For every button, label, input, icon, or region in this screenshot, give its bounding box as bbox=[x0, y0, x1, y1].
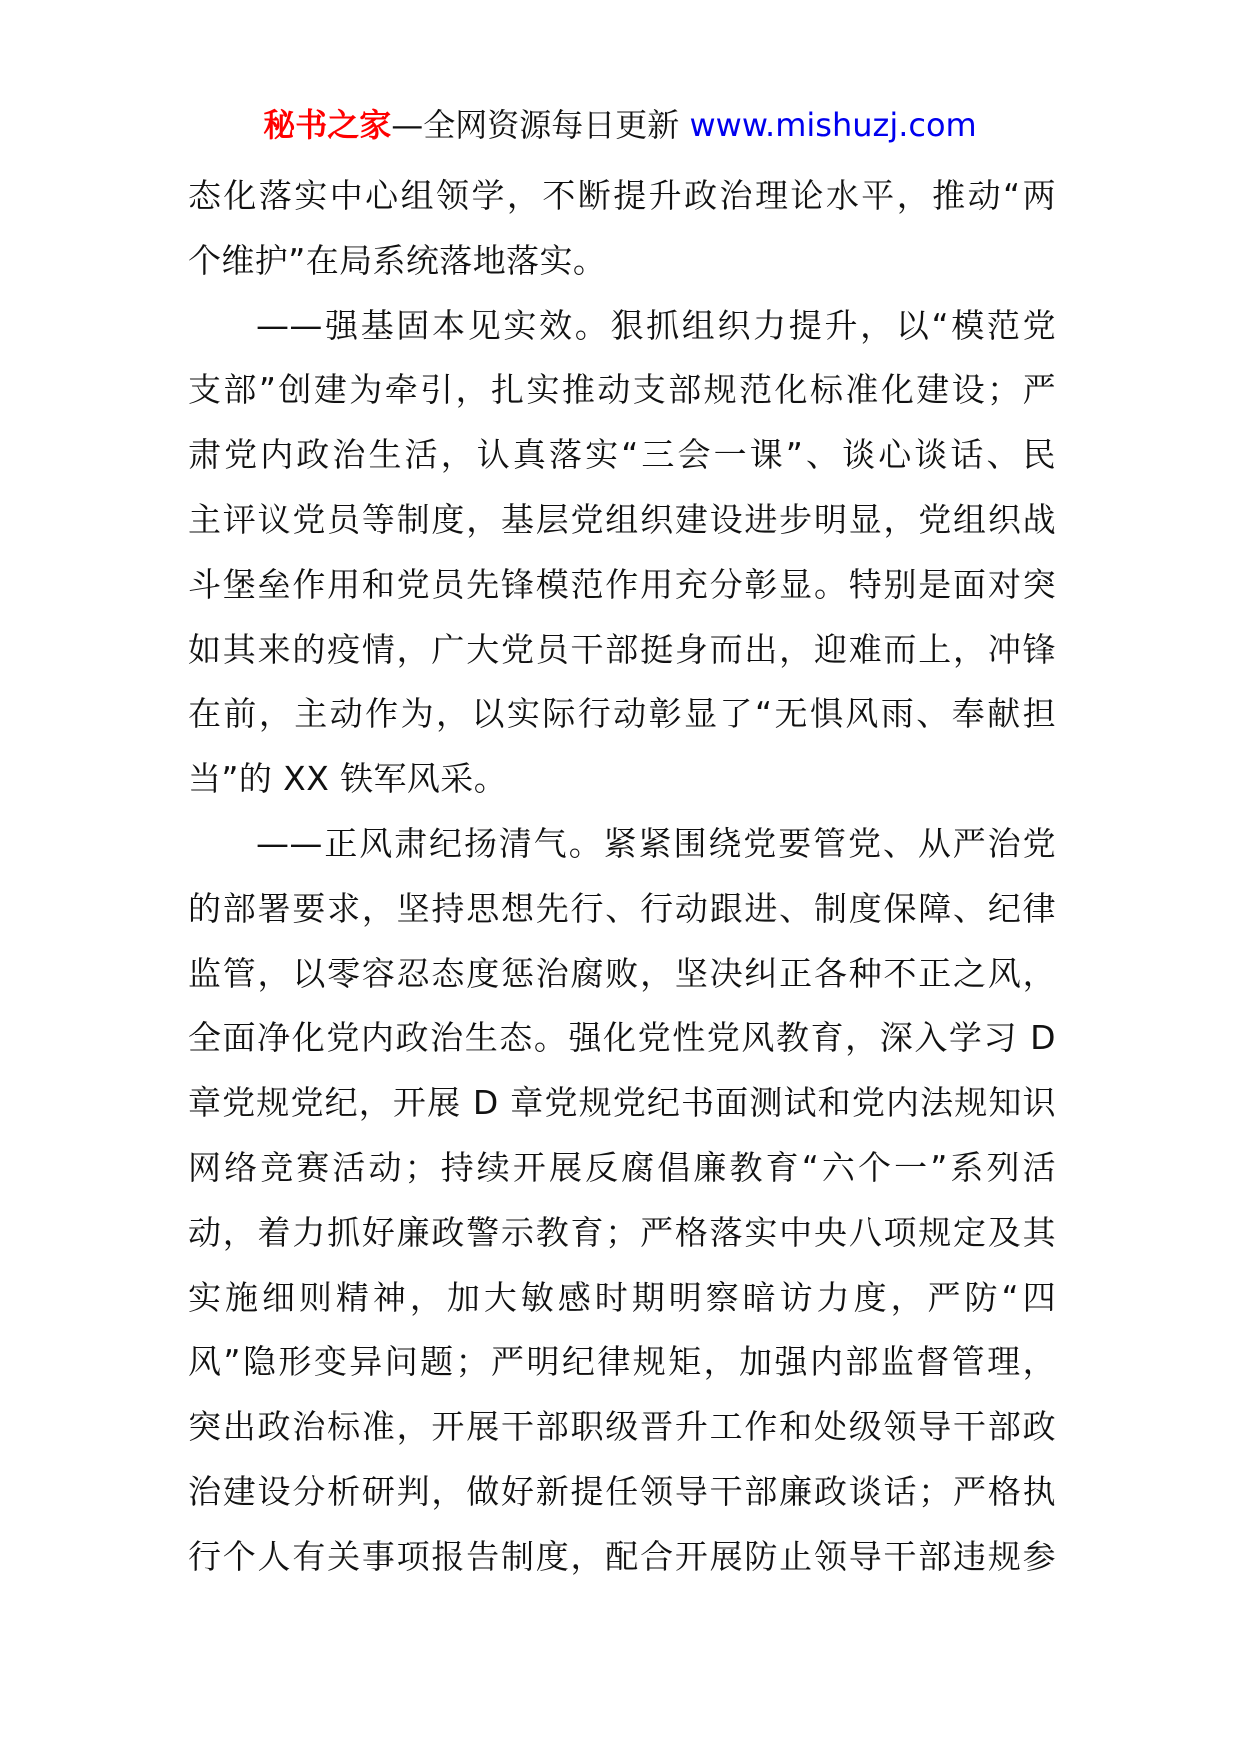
text-line: 态化落实中心组领学，不断提升政治理论水平，推动“两 bbox=[188, 176, 1056, 215]
text-line: 章党规党纪，开展 D 章党规党纪书面测试和党内法规知识 bbox=[188, 1083, 1056, 1123]
text-line: 风”隐形变异问题；严明纪律规矩，加强内部监督管理， bbox=[188, 1342, 1056, 1382]
site-brand: 秘书之家 bbox=[263, 106, 392, 144]
text-line: 斗堡垒作用和党员先锋模范作用充分彰显。特别是面对突 bbox=[188, 564, 1056, 604]
site-tagline: —全网资源每日更新 bbox=[391, 106, 690, 144]
text-line: 网络竞赛活动；持续开展反腐倡廉教育“六个一”系列活 bbox=[188, 1147, 1056, 1187]
site-url-link[interactable]: www.mishuzj.com bbox=[689, 106, 977, 144]
text-line: 主评议党员等制度，基层党组织建设进步明显，党组织战 bbox=[188, 499, 1056, 539]
text-line: 的部署要求，坚持思想先行、行动跟进、制度保障、纪律 bbox=[188, 888, 1056, 928]
text-line: 支部”创建为牵引，扎实推动支部规范化标准化建设；严 bbox=[188, 370, 1056, 410]
text-line: 个维护”在局系统落地落实。 bbox=[188, 240, 607, 280]
text-line: 监管，以零容忍态度惩治腐败，坚决纠正各种不正之风， bbox=[188, 953, 1056, 993]
text-line: 实施细则精神，加大敏感时期明察暗访力度，严防“四 bbox=[188, 1277, 1056, 1317]
text-line: 在前，主动作为，以实际行动彰显了“无惧风雨、奉献担 bbox=[188, 694, 1056, 734]
document-body bbox=[188, 164, 1056, 1590]
text-line: 动，着力抓好廉政警示教育；严格落实中央八项规定及其 bbox=[188, 1212, 1056, 1252]
text-line: 肃党内政治生活，认真落实“三会一课”、谈心谈话、民 bbox=[188, 435, 1056, 475]
text-line: 当”的 XX 铁军风采。 bbox=[188, 759, 508, 799]
text-line: 如其来的疫情，广大党员干部挺身而出，迎难而上，冲锋 bbox=[188, 629, 1056, 669]
text-line: 突出政治标准，开展干部职级晋升工作和处级领导干部政 bbox=[188, 1407, 1056, 1447]
site-header bbox=[0, 98, 1240, 152]
section-heading-line: ——正风肃纪扬清气。紧紧围绕党要管党、从严治党 bbox=[256, 823, 1056, 863]
text-line: 治建设分析研判，做好新提任领导干部廉政谈话；严格执 bbox=[188, 1471, 1056, 1511]
section-heading-line: ——强基固本见实效。狠抓组织力提升，以“模范党 bbox=[256, 305, 1056, 345]
text-line: 全面净化党内政治生态。强化党性党风教育，深入学习 D bbox=[188, 1018, 1056, 1058]
text-line: 行个人有关事项报告制度，配合开展防止领导干部违规参 bbox=[188, 1536, 1056, 1576]
